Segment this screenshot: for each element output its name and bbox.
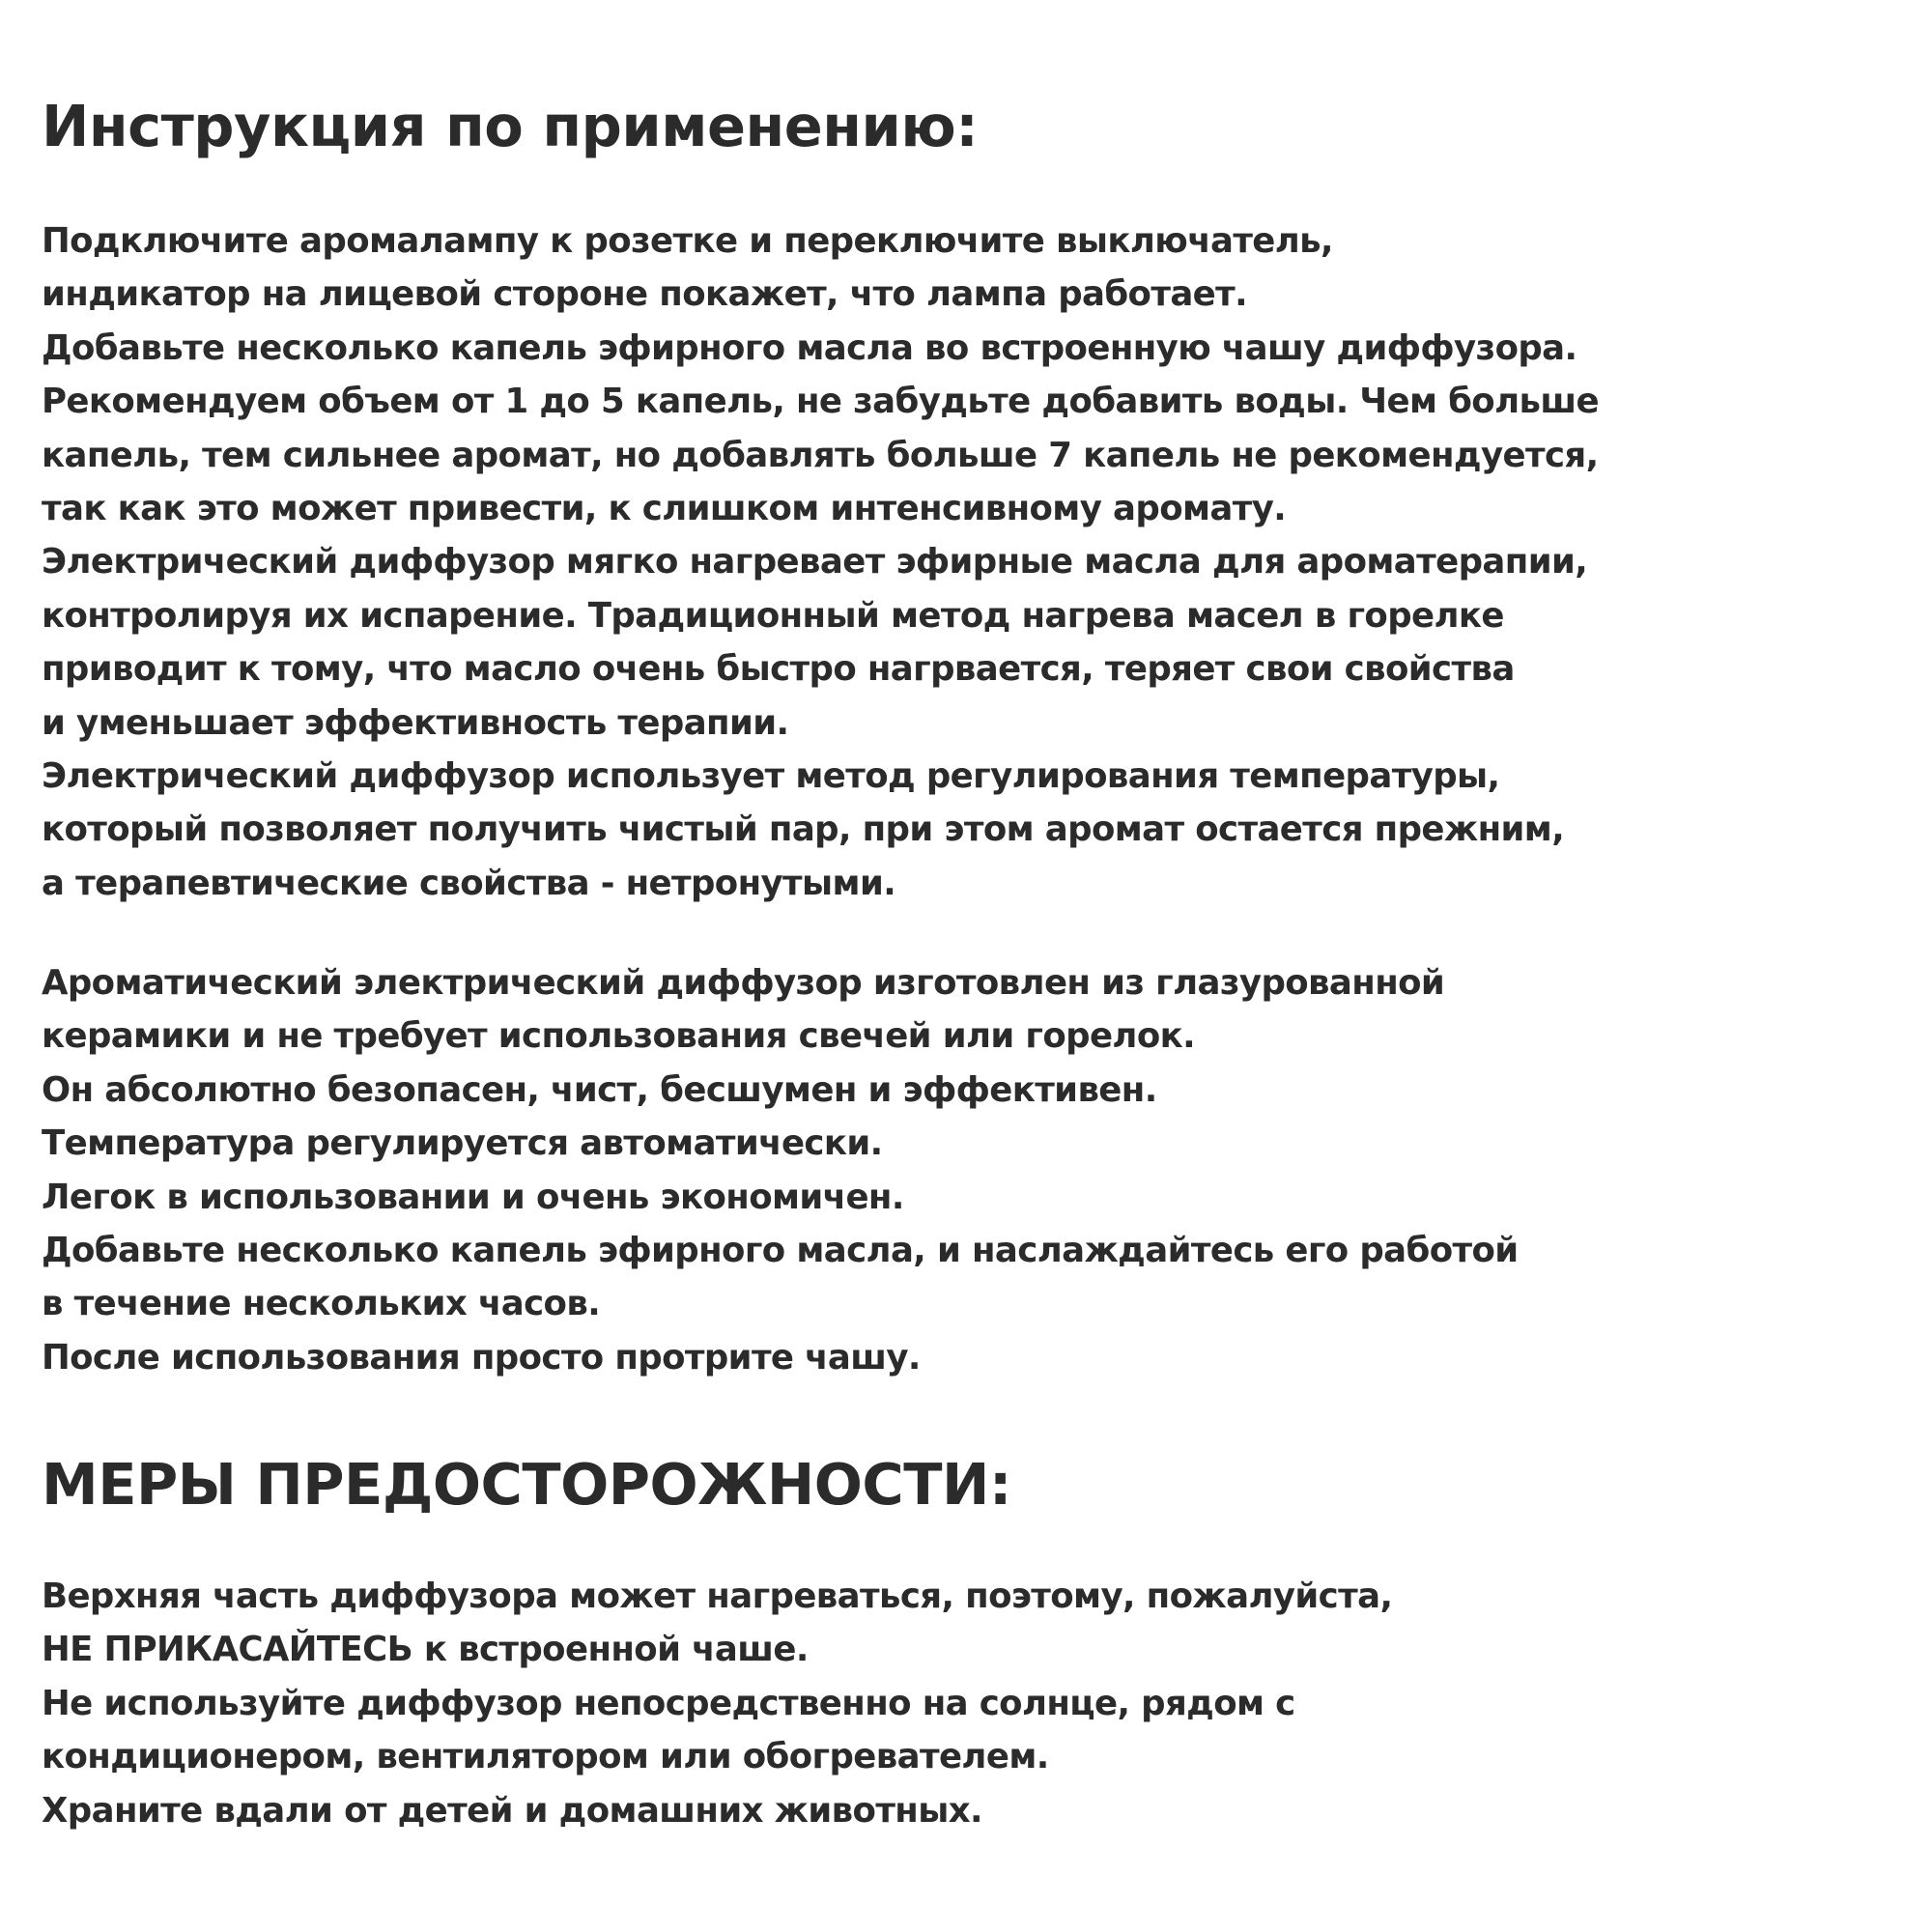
text-line: Добавьте несколько капель эфирного масла, и наслаждайтесь его работой [42, 1230, 1519, 1270]
text-line: капель, тем сильнее аромат, но добавлять больше 7 капель не рекомендуется, [42, 435, 1599, 475]
instruction-page [42, 0, 1916, 1932]
text-line: Электрический диффузор использует метод регулирования температуры, [42, 755, 1500, 796]
text-line: Храните вдали от детей и домашних животных. [42, 1790, 982, 1831]
instructions-heading: Инструкция по применению: [42, 93, 979, 159]
text-line: Не используйте диффузор непосредственно на солнце, рядом с [42, 1683, 1295, 1723]
text-line: контролируя их испарение. Традиционный метод нагрева масел в горелке [42, 595, 1504, 636]
text-line: а терапевтические свойства - нетронутыми. [42, 863, 896, 903]
text-line: Он абсолютно безопасен, чист, бесшумен и эффективен. [42, 1069, 1157, 1110]
text-line: Добавьте несколько капель эфирного масла во встроенную чашу диффузора. [42, 327, 1577, 368]
instructions-paragraph-usage [42, 214, 1599, 910]
text-line: Электрический диффузор мягко нагревает эфирные масла для ароматерапии, [42, 542, 1588, 582]
text-line: Температура регулируется автоматически. [42, 1123, 883, 1164]
text-line: индикатор на лицевой стороне покажет, что лампа работает. [42, 274, 1248, 315]
text-line: в течение нескольких часов. [42, 1284, 601, 1324]
text-line: так как это может привести, к слишком интенсивному аромату. [42, 488, 1287, 528]
text-line: приводит к тому, что масло очень быстро нагрвается, теряет свои свойства [42, 649, 1515, 690]
text-line: После использования просто протрите чашу. [42, 1337, 921, 1378]
precautions-paragraph [42, 1570, 1392, 1837]
text-line: и уменьшает эффективность терапии. [42, 702, 789, 743]
instructions-paragraph-features [42, 956, 1519, 1384]
text-line: Легок в использовании и очень экономичен. [42, 1177, 904, 1217]
text-line: кондиционером, вентилятором или обогревателем. [42, 1737, 1049, 1777]
text-line: Подключите аромалампу к розетке и переключите выключатель, [42, 221, 1333, 261]
text-line: Верхняя часть диффузора может нагреваться, поэтому, пожалуйста, [42, 1577, 1393, 1616]
text-line: Ароматический электрический диффузор изготовлен из глазурованной [42, 963, 1445, 1003]
text-line: который позволяет получить чистый пар, при этом аромат остается прежним, [42, 810, 1565, 850]
text-line: НЕ ПРИКАСАЙТЕСЬ к встроенной чаше. [42, 1630, 809, 1670]
text-line: керамики и не требует использования свечей или горелок. [42, 1016, 1196, 1057]
text-line: Рекомендуем объем от 1 до 5 капель, не забудьте добавить воды. Чем больше [42, 382, 1599, 422]
precautions-heading: МЕРЫ ПРЕДОСТОРОЖНОСТИ: [42, 1451, 1011, 1518]
